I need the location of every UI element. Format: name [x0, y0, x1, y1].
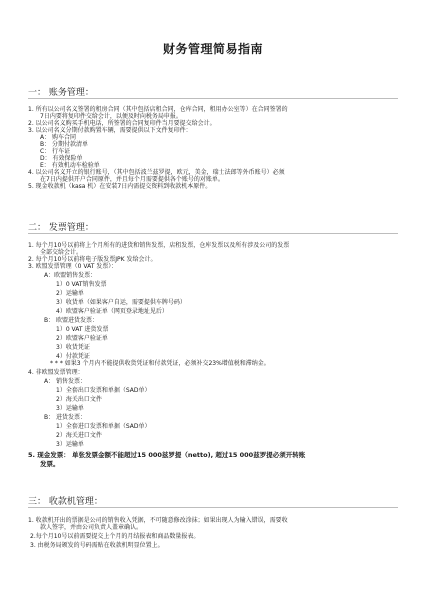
text-line: E： 有效机动车检验单	[40, 162, 100, 169]
text-line: 4. 非欧盟发票管理：	[28, 369, 84, 376]
text-line: 2）海关出口文件	[56, 396, 102, 403]
text-line: 3. 由税务局颁发的号码需贴在收款机明显位置上。	[30, 542, 164, 549]
text-line: 2）海关进口文件	[56, 432, 102, 439]
text-line: 2）欧盟客户验证单	[56, 335, 108, 342]
text-line: 1）0 VAT销售发票	[56, 281, 107, 288]
section-heading-cash-register: 三： 收款机管理：	[28, 497, 103, 507]
text-line: 2. 每个月10号以前将电子版发票JPK 发给会计。	[28, 256, 157, 263]
text-line: B： 欧盟进货发票：	[44, 317, 99, 324]
text-line: D： 有效保险单	[40, 155, 83, 162]
text-line-bold: 5. 现金发票： 单张发票金额不能超过15 000兹罗提（netto), 超过15 000兹罗提必须开转账	[28, 451, 306, 459]
text-line: 5. 现金收款机（kasa 机）在安装7日内需提交资料到收款机本原件。	[28, 183, 212, 190]
text-line: 3）运输单	[56, 441, 84, 448]
text-line: * * * 如果3 个月内不能提供收货凭证和付款凭证，必须补交23%增值税和滞纳金。	[50, 360, 270, 367]
text-line-bold: 发票。	[40, 460, 60, 468]
text-line: A： 购车合同	[40, 134, 77, 141]
document-title: 财务管理简易指南	[162, 42, 263, 56]
text-line: B： 分期付款清单	[40, 141, 89, 148]
text-line: 2）运输单	[56, 290, 84, 297]
section-heading-accounting: 一： 账务管理：	[28, 88, 94, 98]
text-line: 3. 欧盟发票管理（0 VAT 发票）：	[28, 263, 118, 270]
text-line: 1）全套进口发票和单据（SAD单）	[56, 423, 151, 430]
text-line: 2.每个月10号以前需要提交上个月的月结报表和商品数量报表。	[30, 533, 200, 540]
text-line: 2. 以公司名义购买手机电话，所签署的合同复印件当月要提交给会计。	[28, 120, 216, 127]
text-line: 4. 以公司名义开立的银行账号，（其中包括波兰兹罗提，欧元，美金，瑞士法郎等外币账号）必须	[28, 169, 285, 176]
text-line: 在7日内提供开户合同原件，并且每个月需要提供各个账号的对账单。	[40, 176, 224, 183]
text-line: B： 进货发票：	[44, 414, 87, 421]
text-line: 3）运输单	[56, 405, 84, 412]
text-line: 1）全套出口发票和单据（SAD单）	[56, 387, 151, 394]
section-heading-invoices: 二： 发票管理：	[28, 223, 94, 233]
text-line: 3. 以公司名义分期付款购置车辆，需要提供以下文件复印件：	[28, 127, 192, 134]
section-divider	[28, 233, 398, 234]
text-line: 3）收货单（如果客户自运，需要提供车牌号码）	[56, 299, 186, 306]
text-line: 4）欧盟客户验证单（网页登录地址见后）	[56, 308, 168, 315]
text-line: 1. 每个月10号以前将上个月所有的进货和销售发票，店租发票，仓库发票以及所有涉及公司的发票	[28, 242, 290, 249]
text-line: 3）收货凭证	[56, 344, 90, 351]
text-line: A： 销售发票：	[44, 378, 87, 385]
text-line: 4）付款凭证	[56, 353, 90, 360]
text-line: 全部交给会计。	[40, 249, 83, 256]
text-line: 1）0 VAT 进货发票	[56, 326, 109, 333]
text-line: 款人签字，并由公司负责人盖章确认。	[40, 524, 143, 531]
text-line: C： 行车证	[40, 148, 71, 155]
section-divider	[28, 507, 398, 508]
text-line: 7日内要将复印件交给会计，以便及时向税务局申报。	[40, 113, 182, 120]
section-divider	[28, 98, 398, 99]
text-line: 1. 所有以公司名义签署的租房合同（其中包括店租合同，仓库合同，租用办公室等）在合同签署的	[28, 106, 288, 113]
text-line: A：欧盟销售发票：	[44, 272, 97, 279]
text-line: 1. 收款机开出的票据是公司的销售收入凭据，不可随意修改涂抹；如果出现人为输入错误，需要收	[28, 517, 288, 524]
